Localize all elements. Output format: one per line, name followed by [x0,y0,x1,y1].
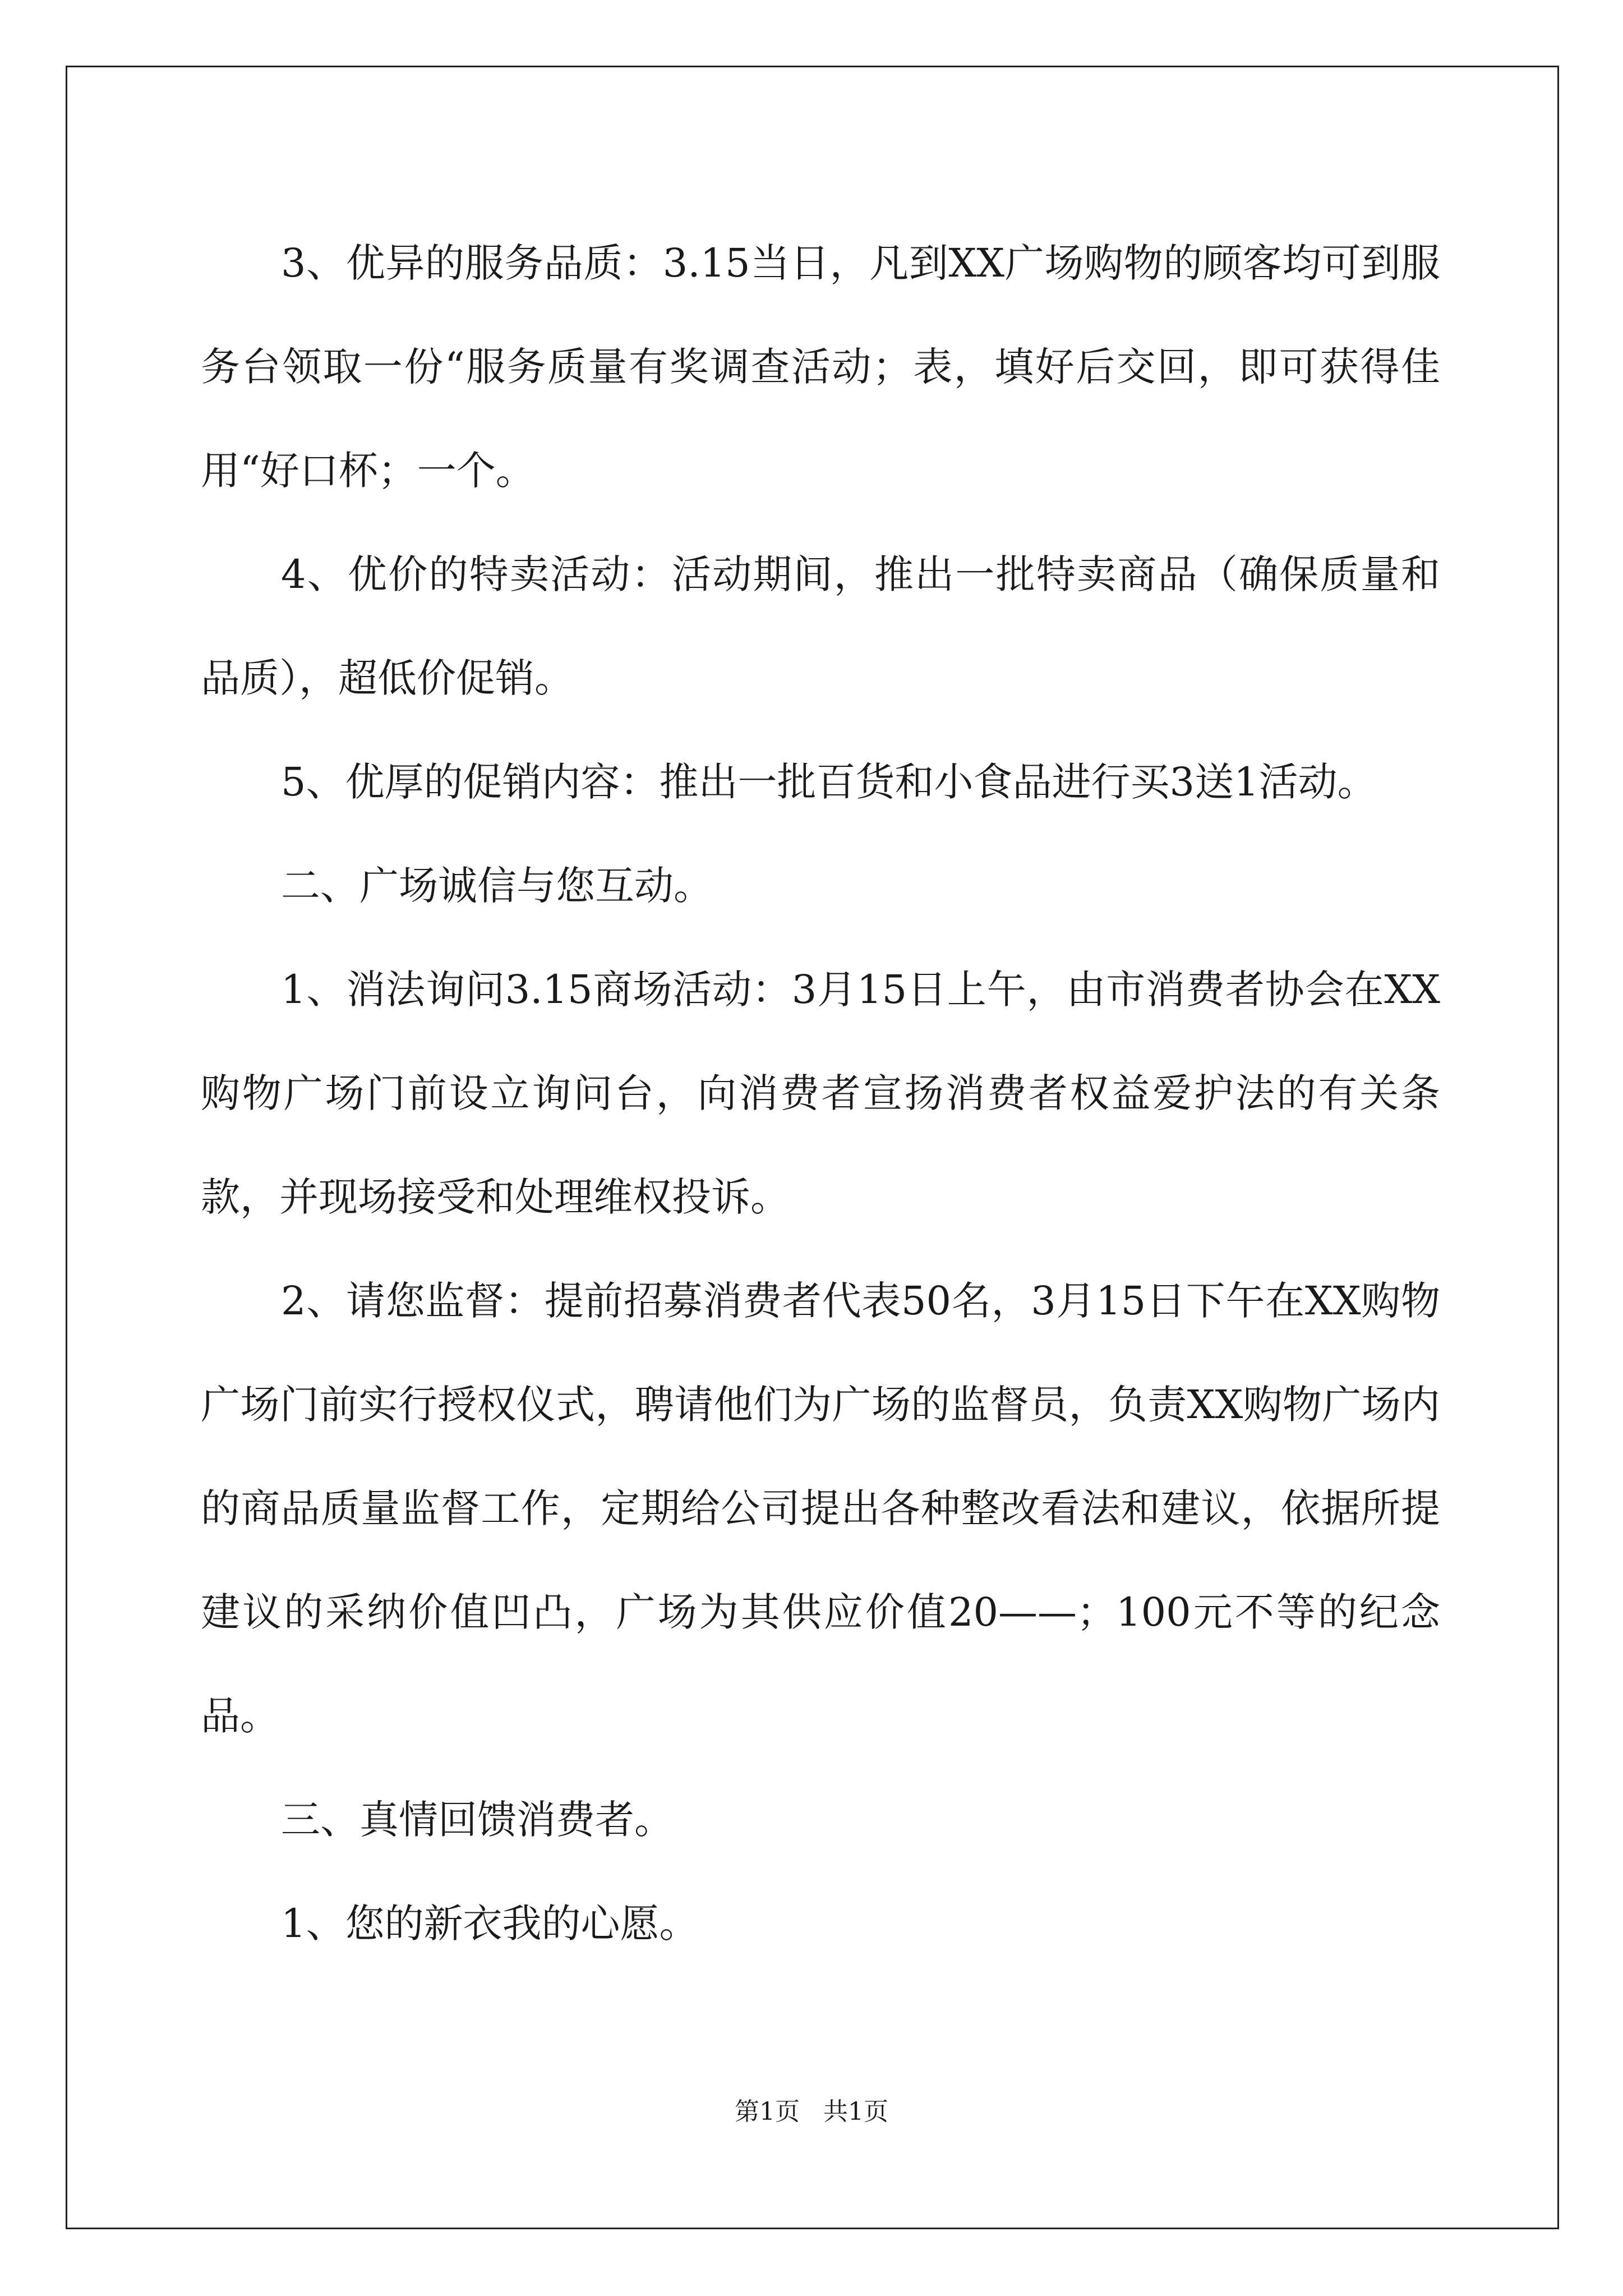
section-heading-feedback: 三、真情回馈消费者。 [281,1797,674,1843]
page-number-footer: 第1页 共1页 [735,2097,888,2126]
paragraph-supervision: 2、请您监督：提前招募消费者代表50名，3月15日下午在XX购物广场门前实行授权仪式，聘请他们为广场的监督员，负责XX购物广场内的商品质量监督工作，定期给公司提出各种整改看法和建议，依据所提建议的采纳价值凹凸，广场为其供应价值20——；100元不等的纪念品。 [201,1278,1440,1739]
document-body [201,211,1440,1976]
paragraph-special-sale: 4、优价的特卖活动：活动期间，推出一批特卖商品（确保质量和品质），超低价促销。 [201,551,1440,701]
paragraph-consumer-law: 1、消法询问3.15商场活动：3月15日上午，由市消费者协会在XX购物广场门前设立询问台，向消费者宣扬消费者权益爱护法的有关条款，并现场接受和处理维权投诉。 [201,967,1440,1220]
section-heading-interaction: 二、广场诚信与您互动。 [281,863,713,909]
paragraph-service-quality: 3、优异的服务品质：3.15当日，凡到XX广场购物的顾客均可到服务台领取一份“服务质量有奖调查活动；表，填好后交回，即可获得佳用“好口杯；一个。 [201,240,1440,494]
paragraph-new-clothes: 1、您的新衣我的心愿。 [281,1901,699,1947]
paragraph-promotion: 5、优厚的促销内容：推出一批百货和小食品进行买3送1活动。 [281,759,1377,805]
